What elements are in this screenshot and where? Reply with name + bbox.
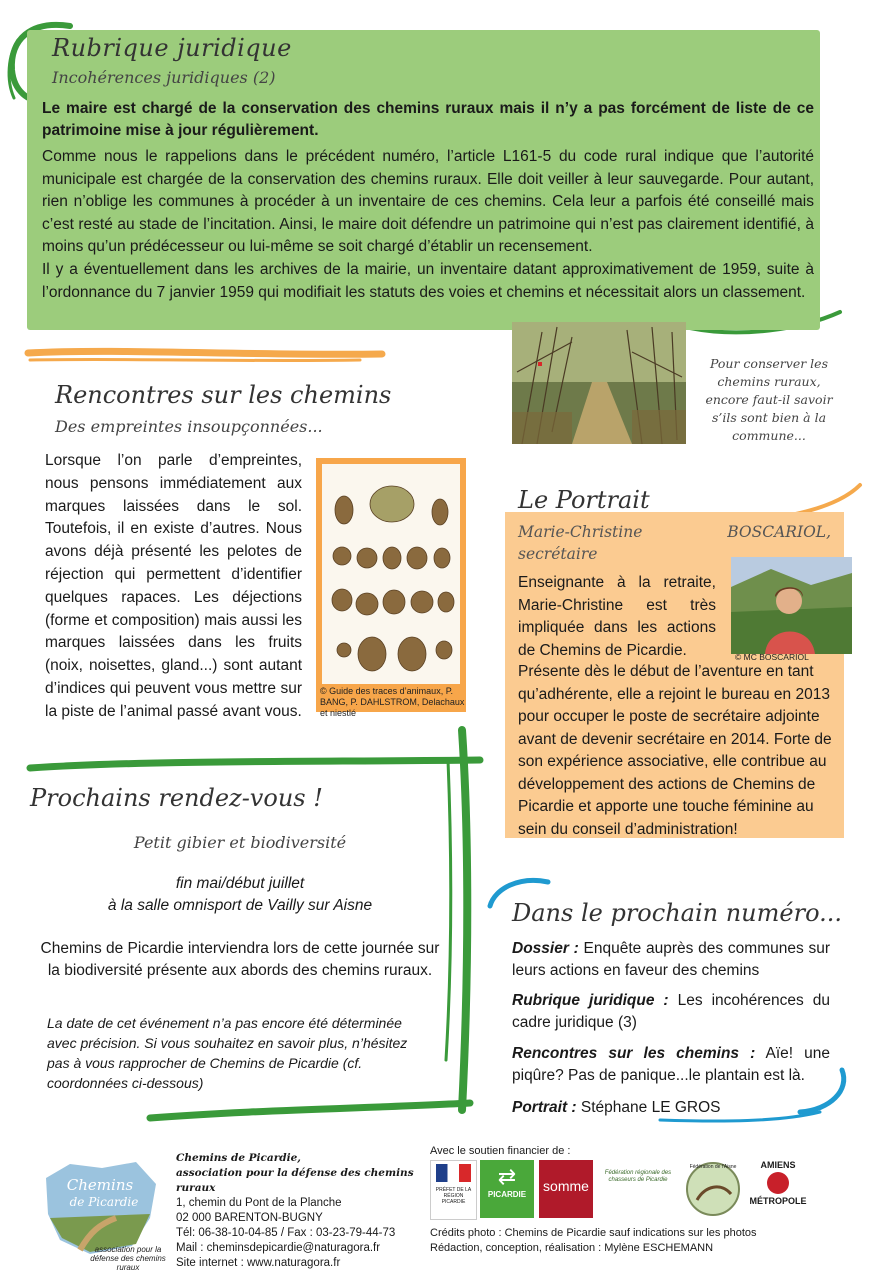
portrait-role: secrétaire <box>518 545 598 563</box>
next-item-dossier: Dossier : Enquête auprès des communes sur leurs actions en faveur des chemins <box>512 940 830 979</box>
rdv-title: Prochains rendez-vous ! <box>30 784 323 812</box>
portrait-body: Présente dès le début de l’aventure en tant qu’adhérente, elle a rejoint le bureau en 2013 pour occuper le poste de secrétaire adjointe avant de devenir secrétaire en 2014. Forte de son expérience associative, elle contribue au développement des actions de Chemins de Picardie et apporte une touche féminine au sein du conseil d’administration! <box>518 663 832 838</box>
chemin-photo-caption: Pour conserver les chemins ruraux, encore faut-il savoir s’ils sont bien à la commune... <box>705 356 833 443</box>
footer-credits-photo: Crédits photo : Chemins de Picardie sauf indications sur les photos <box>430 1227 757 1239</box>
footer-credits <box>430 1226 757 1256</box>
amiens-metropole-logo: AMIENS MÉTROPOLE <box>749 1160 807 1206</box>
picardie-logo: ⇄ PICARDIE <box>480 1160 534 1218</box>
footer-address-1: 1, chemin du Pont de la Planche <box>176 1197 342 1209</box>
next-item-rencontres: Rencontres sur les chemins : Aïe! une piqûre? Pas de panique...le plantain est là. <box>512 1045 830 1084</box>
portrait-photo-credit: © MC BOSCARIOL <box>735 652 809 662</box>
traces-guide-image <box>316 458 466 712</box>
rdv-date-line-1: fin mai/début juillet <box>175 875 305 892</box>
chasseurs-logo: Fédération régionale des chasseurs de Picardie <box>598 1160 678 1218</box>
prefet-logo: PRÉFET DE LA RÉGION PICARDIE <box>430 1160 477 1220</box>
portrait-first-name: Marie-Christine <box>518 523 643 541</box>
rencontres-title: Rencontres sur les chemins <box>55 381 392 409</box>
logo-text-line-1: Chemins <box>66 1176 134 1194</box>
next-issue-title: Dans le prochain numéro... <box>512 899 842 927</box>
portrait-last-name: BOSCARIOL, <box>727 523 831 541</box>
rubrique-title: Rubrique juridique <box>52 34 292 62</box>
portrait-name <box>518 521 831 543</box>
rdv-date-line-2: à la salle omnisport de Vailly sur Aisne <box>107 897 373 914</box>
somme-logo: somme <box>539 1160 593 1218</box>
footer-credits-author: Rédaction, conception, réalisation : Mylène ESCHEMANN <box>430 1242 714 1254</box>
portrait-photo <box>731 557 852 654</box>
rubrique-paragraph-2: Il y a éventuellement dans les archives de la mairie, un inventaire datant approximativement de 1959, suite à l’ordonnance du 7 janvier 1959 qui modifiait les statuts des voies et chemins et nécessitait alors un classement. <box>42 261 814 301</box>
next-item-rubrique: Rubrique juridique : Les incohérences du cadre juridique (3) <box>512 992 830 1031</box>
portrait-title: Le Portrait <box>518 486 650 514</box>
chemins-de-picardie-logo <box>40 1158 160 1258</box>
rencontres-body: Lorsque l’on parle d’empreintes, nous pensons immédiatement aux marques laissées dans le sol. Toutefois, il en existe d’autres. Nous avons déjà présenté les pelotes de réjection qui permettent d’identifier quelques rapaces. Les déjections (forme et composition) mais aussi les marques laissées dans les fruits (noix, noisettes, gland...) sont autant d’indices qui peuvent vous mettre sur la piste de l’animal passé avant vous. <box>45 452 302 720</box>
footer-mail[interactable]: Mail : cheminsdepicardie@naturagora.fr <box>176 1242 381 1254</box>
portrait-intro: Enseignante à la retraite, Marie-Christine est très impliquée dans les actions de Chemins de Picardie. <box>518 574 716 659</box>
footer-site[interactable]: Site internet : www.naturagora.fr <box>176 1257 341 1269</box>
rdv-subtitle: Petit gibier et biodiversité <box>133 833 347 852</box>
footer-address-2: 02 000 BARENTON-BUGNY <box>176 1212 323 1224</box>
rdv-note: La date de cet événement n’a pas encore été déterminée avec précision. Si vous souhaitez en savoir plus, n’hésitez pas à vous rapprocher de Chemins de Picardie (cf. coordonnées ci-dessous) <box>47 1015 408 1091</box>
footer-phone: Tél: 06-38-10-04-85 / Fax : 03-23-79-44-73 <box>176 1227 396 1239</box>
logo-text-line-2: de Picardie <box>69 1195 139 1209</box>
footer-org-name: Chemins de Picardie, <box>176 1152 301 1164</box>
support-label: Avec le soutien financier de : <box>430 1145 571 1157</box>
footer-org-desc: association pour la défense des chemins ruraux <box>176 1167 414 1194</box>
aisne-hunters-logo: Fédération de l'Aisne <box>685 1160 741 1218</box>
rencontres-subtitle: Des empreintes insoupçonnées... <box>55 417 323 436</box>
rubrique-subtitle: Incohérences juridiques (2) <box>52 68 276 87</box>
footer-contact <box>176 1151 416 1271</box>
traces-image-credit: © Guide des traces d’animaux, P. BANG, P. DAHLSTROM, Delachaux et niestlé <box>320 686 465 718</box>
rubrique-paragraph-1: Comme nous le rappelions dans le précédent numéro, l’article L161-5 du code rural indique que l’autorité municipale est chargée de la conservation des chemins ruraux. Elle doit veiller à leur sauvegarde. Pour autant, rien n’oblige les communes à procéder à un inventaire de ces chemins. Cela leur a parfois été conseillé mais c’est resté au stade de l’incitation. Ainsi, le maire doit défendre un patrimoine qui n’est pas clairement identifié, à moins qu’un prédécesseur ou lui-même se soit chargé d’établir un recensement. <box>42 148 814 255</box>
rubrique-lead: Le maire est chargé de la conservation des chemins ruraux mais il n’y a pas forcément de liste de ce patrimoine mise à jour régulièrement. <box>42 100 814 139</box>
picardie-icon: ⇄ <box>497 1164 517 1189</box>
amiens-emblem-icon <box>767 1172 789 1194</box>
rdv-body: Chemins de Picardie interviendra lors de cette journée sur la biodiversité présente aux abords des chemins ruraux. <box>40 940 440 979</box>
logo-tagline: association pour la défense des chemins ruraux <box>90 1245 166 1272</box>
next-item-portrait: Portrait : Stéphane LE GROS <box>512 1099 721 1116</box>
chemin-photo <box>512 322 686 444</box>
rdv-date <box>30 873 450 917</box>
